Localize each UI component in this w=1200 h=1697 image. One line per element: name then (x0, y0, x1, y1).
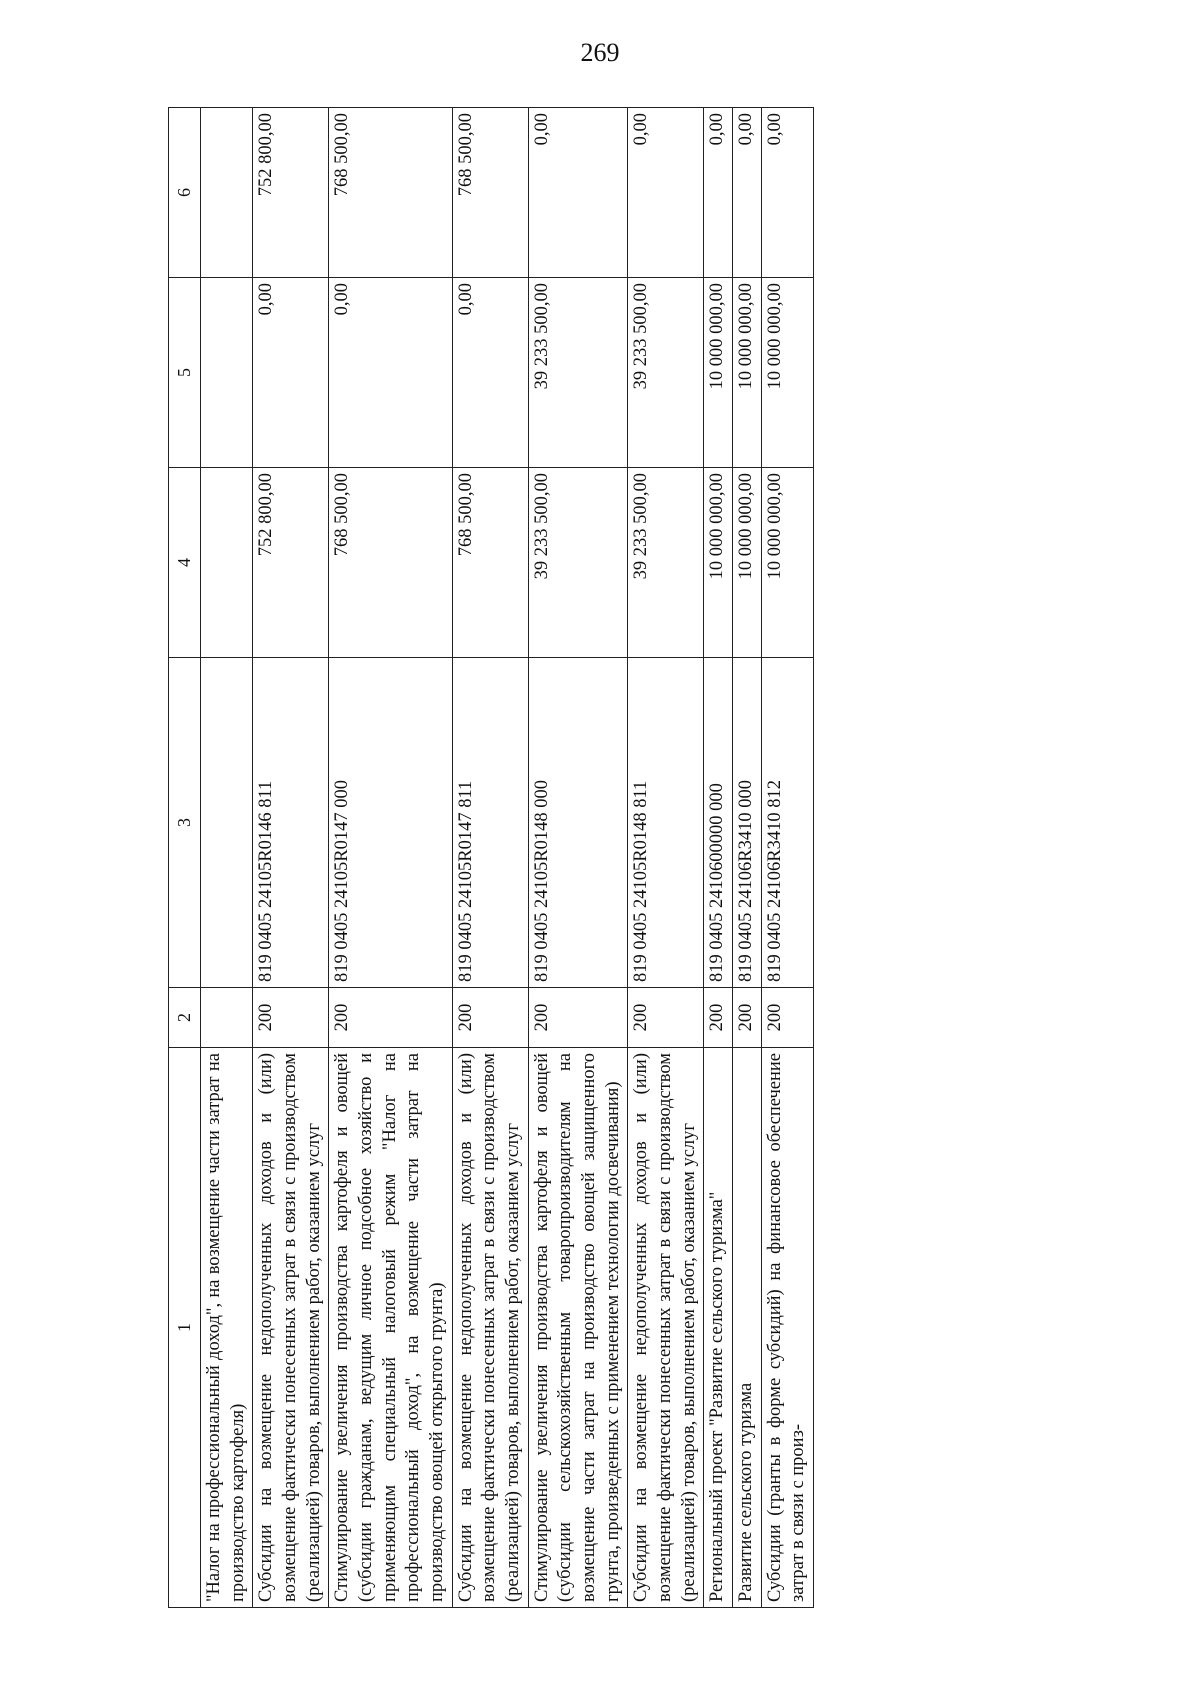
header-col-1: 1 (169, 1048, 201, 1608)
row-value-6: 752 800,00 (253, 108, 329, 278)
row-name: Субсидии на возмещение недополученных доходов и (или) возмещение фактически понесенных затрат в связи с производством (реализацией) товаров, выполнением работ, оказанием услуг (628, 1048, 704, 1608)
row-value-5: 39 233 500,00 (628, 278, 704, 468)
row-kbk: 819 0405 24106R3410 000 (733, 658, 762, 988)
table-row (253, 108, 329, 1608)
row-kbk: 819 0405 2410600000 000 (704, 658, 733, 988)
row-value-6: 768 500,00 (452, 108, 528, 278)
header-col-3: 3 (169, 658, 201, 988)
rotated-table-wrapper (168, 108, 1028, 1608)
row-code: 200 (452, 988, 528, 1048)
row-value-4: 39 233 500,00 (628, 468, 704, 658)
row-code: 200 (253, 988, 329, 1048)
table-row (733, 108, 762, 1608)
row-name: Региональный проект "Развитие сельского туризма" (704, 1048, 733, 1608)
row-kbk (201, 658, 253, 988)
row-name: Субсидии на возмещение недополученных доходов и (или) возмещение фактически понесенных затрат в связи с производством (реализацией) товаров, выполнением работ, оказанием услуг (452, 1048, 528, 1608)
row-code: 200 (733, 988, 762, 1048)
row-name: Субсидии (гранты в форме субсидий) на финансовое обеспечение затрат в связи с произ- (761, 1048, 813, 1608)
row-name: Субсидии на возмещение недополученных доходов и (или) возмещение фактически понесенных затрат в связи с производством (реализацией) товаров, выполнением работ, оказанием услуг (253, 1048, 329, 1608)
row-value-4: 752 800,00 (253, 468, 329, 658)
row-value-4: 39 233 500,00 (528, 468, 628, 658)
row-value-5: 10 000 000,00 (761, 278, 813, 468)
table-row (329, 108, 452, 1608)
row-value-6: 0,00 (761, 108, 813, 278)
row-kbk: 819 0405 24105R0148 811 (628, 658, 704, 988)
page-number: 269 (580, 38, 620, 67)
row-value-6: 0,00 (628, 108, 704, 278)
row-name: Развитие сельского туризма (733, 1048, 762, 1608)
row-kbk: 819 0405 24105R0147 811 (452, 658, 528, 988)
table-row (704, 108, 733, 1608)
header-col-4: 4 (169, 468, 201, 658)
row-code: 200 (628, 988, 704, 1048)
header-row (169, 108, 201, 1608)
row-code: 200 (329, 988, 452, 1048)
row-value-4: 10 000 000,00 (704, 468, 733, 658)
budget-table (168, 107, 814, 1608)
row-value-4: 10 000 000,00 (761, 468, 813, 658)
row-value-5: 0,00 (253, 278, 329, 468)
row-value-5: 0,00 (329, 278, 452, 468)
row-kbk: 819 0405 24105R0148 000 (528, 658, 628, 988)
row-name: Стимулирование увеличения производства картофеля и овощей (субсидии гражданам, ведущим личное подсобное хозяйство и применяющим специальный налоговый режим "Налог на профессиональный доход", на возмещение части затрат на производство овощей открытого грунта) (329, 1048, 452, 1608)
row-value-6 (201, 108, 253, 278)
row-value-4: 768 500,00 (452, 468, 528, 658)
row-value-6: 0,00 (733, 108, 762, 278)
header-col-5: 5 (169, 278, 201, 468)
table-row (761, 108, 813, 1608)
row-code: 200 (704, 988, 733, 1048)
row-value-5: 10 000 000,00 (704, 278, 733, 468)
row-value-5: 0,00 (452, 278, 528, 468)
row-kbk: 819 0405 24105R0146 811 (253, 658, 329, 988)
row-value-6: 0,00 (704, 108, 733, 278)
row-value-5: 39 233 500,00 (528, 278, 628, 468)
header-col-6: 6 (169, 108, 201, 278)
row-code: 200 (528, 988, 628, 1048)
row-name: Стимулирование увеличения производства картофеля и овощей (субсидии сельскохозяйственным товаропроизводителям на возмещение части затрат на производство овощей защищенного грунта, произведенных с применением технологии досвечивания) (528, 1048, 628, 1608)
table-row (452, 108, 528, 1608)
row-value-5: 10 000 000,00 (733, 278, 762, 468)
table-row (201, 108, 253, 1608)
row-kbk: 819 0405 24105R0147 000 (329, 658, 452, 988)
row-value-4: 768 500,00 (329, 468, 452, 658)
table-row (628, 108, 704, 1608)
row-value-6: 0,00 (528, 108, 628, 278)
table-row (528, 108, 628, 1608)
row-value-4 (201, 468, 253, 658)
row-name: "Налог на профессиональный доход", на возмещение части затрат на производство картофеля) (201, 1048, 253, 1608)
row-value-6: 768 500,00 (329, 108, 452, 278)
header-col-2: 2 (169, 988, 201, 1048)
row-value-5 (201, 278, 253, 468)
row-code: 200 (761, 988, 813, 1048)
row-value-4: 10 000 000,00 (733, 468, 762, 658)
row-code (201, 988, 253, 1048)
row-kbk: 819 0405 24106R3410 812 (761, 658, 813, 988)
